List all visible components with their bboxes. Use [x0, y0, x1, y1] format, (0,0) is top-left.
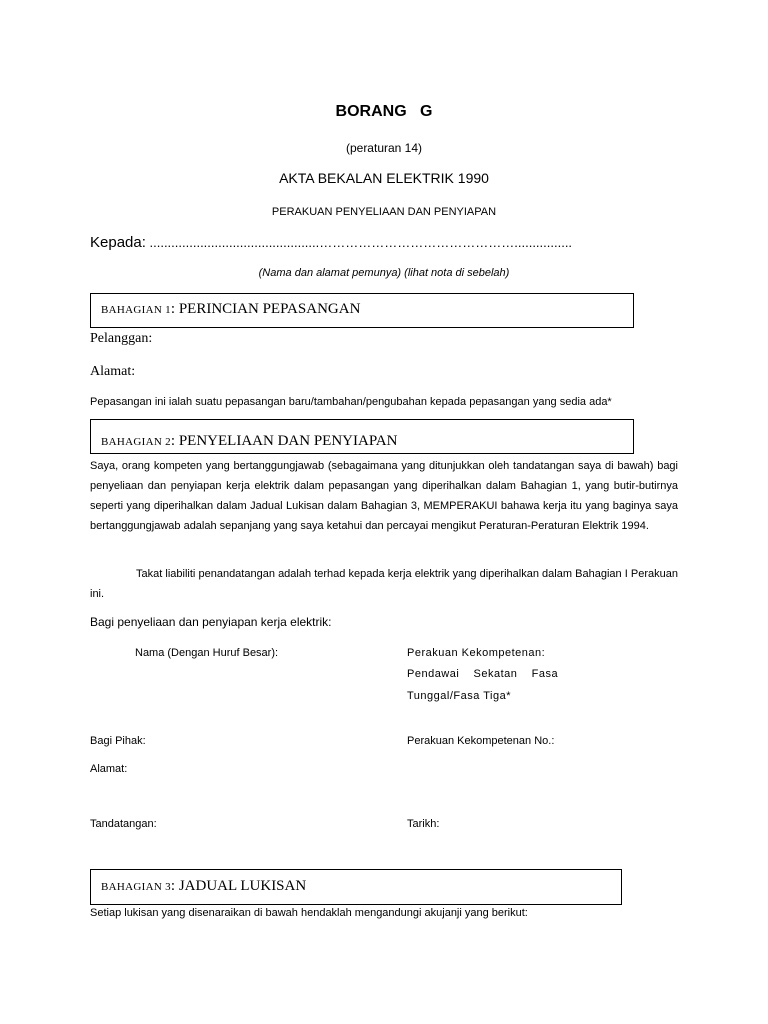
kepada-note: (Nama dan alamat pemunya) (lihat nota di sebelah)	[258, 267, 510, 279]
section2-prefix: BAHAGIAN 2	[101, 436, 171, 448]
kepada-line	[90, 234, 572, 251]
tandatangan-label: Tandatangan:	[90, 818, 157, 830]
section2-paragraph1: Saya, orang kompeten yang bertanggungjawab (sebagaimana yang ditunjukkan oleh tandatangan saya di bawah) bagi penyeliaan dan penyiapan kerja elektrik dalam pepasangan yang diperihalkan dalam Bahagian 1, yang butir-butirnya seperti yang diperihalkan dalam Jadual Lukisan dalam Bahagian 3, MEMPERAKUI bahawa kerja itu yang baginya saya bertanggungjawab adalah sepanjang yang saya ketahui dan percayai mengikut Peraturan-Peraturan Elektrik 1994.	[90, 460, 678, 532]
section2-header	[90, 419, 634, 454]
section2-paragraph2: Takat liabiliti penandatangan adalah terhad kepada kerja elektrik yang diperihalkan dalam Bahagian I Perakuan ini.	[90, 568, 678, 600]
kepada-label: Kepada:	[90, 234, 146, 251]
regulation-ref: (peraturan 14)	[345, 141, 423, 155]
installation-statement: Pepasangan ini ialah suatu pepasangan baru/tambahan/pengubahan kepada pepasangan yang sedia ada*	[90, 396, 612, 408]
section1-prefix: BAHAGIAN 1	[101, 304, 171, 316]
section3-statement: Setiap lukisan yang disenaraikan di bawah hendaklah mengandungi akujanji yang berikut:	[90, 907, 528, 919]
perakuan-kompetenan-label: Perakuan Kekompetenan:	[407, 647, 546, 659]
act-title: AKTA BEKALAN ELEKTRIK 1990	[279, 170, 489, 186]
tarikh-label: Tarikh:	[407, 818, 440, 830]
section3-title: : JADUAL LUKISAN	[170, 878, 307, 894]
perakuan-no-label: Perakuan Kekompetenan No.:	[407, 735, 555, 747]
certificate-title: PERAKUAN PENYELIAAN DAN PENYIAPAN	[271, 206, 497, 218]
section1-header	[90, 293, 634, 328]
kepada-dots: ...............................................………………………………………................	[145, 235, 573, 250]
form-title: BORANG G	[335, 103, 433, 120]
section1-alamat-label: Alamat:	[90, 364, 136, 379]
section2-subheading: Bagi penyeliaan dan penyiapan kerja elektrik:	[90, 615, 332, 629]
nama-label: Nama (Dengan Huruf Besar):	[135, 647, 279, 659]
pendawai-line1: Pendawai Sekatan Fasa	[407, 668, 559, 680]
section3-prefix: BAHAGIAN 3	[101, 881, 171, 893]
bagi-pihak-label: Bagi Pihak:	[90, 735, 146, 747]
section3-header	[90, 869, 622, 905]
section2-title: : PENYELIAAN DAN PENYIAPAN	[170, 433, 398, 449]
section2-alamat-label: Alamat:	[90, 763, 128, 775]
pelanggan-label: Pelanggan:	[90, 331, 153, 346]
pendawai-line2: Tunggal/Fasa Tiga*	[407, 690, 511, 702]
section1-title: : PERINCIAN PEPASANGAN	[170, 301, 361, 317]
